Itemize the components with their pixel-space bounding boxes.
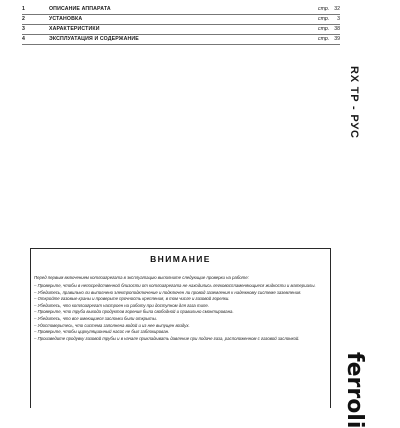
list-item: – Проверьте, чтобы в непосредственной близости от котлоагрегата не находились легковоспламеняющиеся жидкости и материалы. (34, 283, 316, 288)
toc-divider (22, 44, 340, 45)
toc-item-page-label: стр. (318, 16, 330, 22)
toc-item-page: 3 (337, 16, 340, 22)
toc-item-number: 3 (22, 26, 25, 32)
toc-item[interactable] (22, 5, 340, 14)
toc-item-number: 4 (22, 36, 25, 42)
brand-logo (342, 352, 391, 428)
brand-logo-text: ferroli (342, 352, 367, 428)
warning-intro: Перед первым включением котлоагрегата в эксплуатацию выполните следующие проверки на работе: (34, 275, 249, 280)
toc-item[interactable] (22, 25, 340, 34)
toc-item-page-label: стр. (318, 6, 330, 12)
toc-item-page-label: стр. (318, 36, 330, 42)
toc-item-page-label: стр. (318, 26, 330, 32)
toc-item-title: УСТАНОВКА (49, 16, 83, 22)
warning-title: ВНИМАНИЕ (150, 254, 211, 264)
toc-item-title: ХАРАКТЕРИСТИКИ (49, 26, 100, 32)
list-item: – Убедитесь, что котлоагрегат настроен на работу при доступном для газа типе. (34, 302, 209, 308)
table-of-contents (22, 5, 340, 45)
toc-item[interactable] (22, 35, 340, 44)
toc-item-title: ОПИСАНИЕ АППАРАТА (49, 6, 111, 12)
toc-item[interactable] (22, 15, 340, 24)
toc-item-title: ЭКСПЛУАТАЦИЯ И СОДЕРЖАНИЕ (49, 36, 139, 42)
list-item: – Откройте газовые краны и проверьте прочность крепления, в том числе и газовой горелки. (34, 296, 230, 302)
list-item: – Убедитесь, правильно ли выполнено электроподключение и подключен ли провод заземления к надежному системе заземления. (34, 289, 302, 295)
toc-item-number: 1 (22, 6, 25, 12)
list-item: – Проверьте, что труба выхода продуктов горения была свободной и правильно смонтирована. (34, 309, 234, 315)
warning-box (30, 248, 331, 408)
toc-item-page: 39 (334, 36, 340, 42)
list-item: – Произведите продувку газовой трубы и в начале прикладывать давление при подаче газа, расположенном с газовой заслонкой. (34, 335, 300, 341)
toc-item-page: 38 (334, 26, 340, 32)
list-item: – Удостоверьтесь, что система заполнена водой и из нее выпущен воздух. (34, 322, 190, 328)
list-item: – Проверьте, чтобы циркуляционный насос не был заблокирован. (34, 329, 170, 335)
toc-item-number: 2 (22, 16, 25, 22)
side-title: RX TP - РУС (348, 66, 360, 139)
toc-item-page: 32 (334, 6, 340, 12)
warning-list (34, 283, 326, 342)
list-item: – Убедитесь, что все имеющиеся заслонки были открыты. (34, 315, 158, 321)
